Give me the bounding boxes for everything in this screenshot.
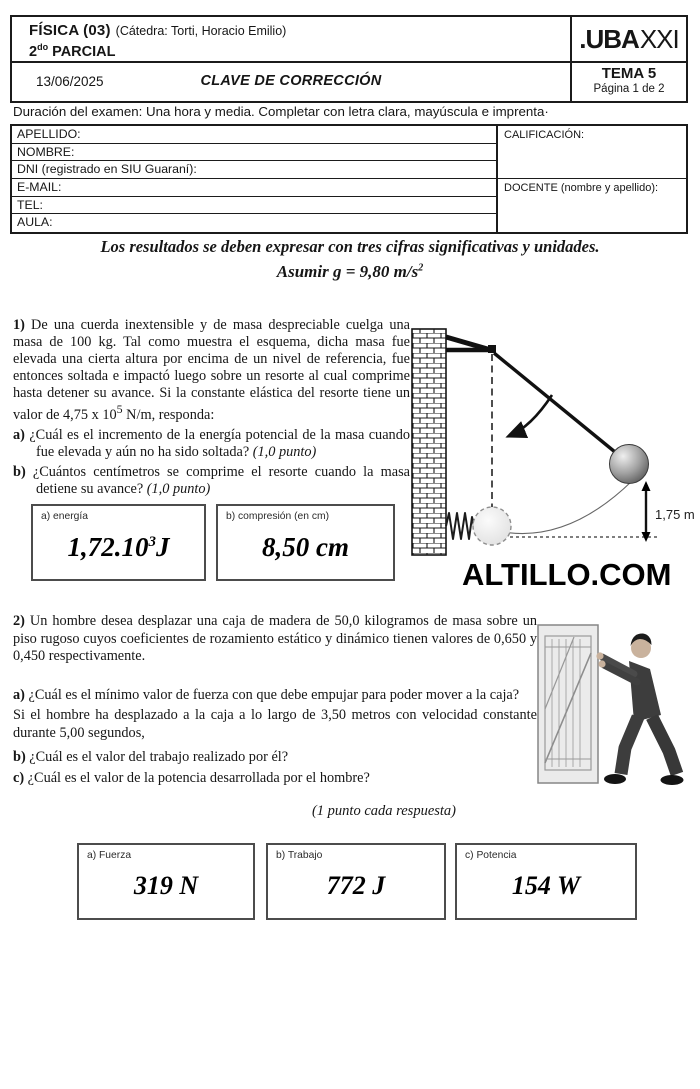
answer-label: a) Fuerza bbox=[87, 850, 132, 861]
duration-note: Duración del examen: Una hora y media. Completar con letra clara, mayúscula e imprenta· bbox=[13, 104, 549, 119]
field-nombre: NOMBRE: bbox=[12, 144, 496, 162]
mass-ball-raised bbox=[610, 445, 649, 484]
correction-key-title: CLAVE DE CORRECCIÓN bbox=[200, 73, 382, 89]
field-apellido: APELLIDO: bbox=[12, 126, 496, 144]
answer-label: a) energía bbox=[41, 511, 88, 522]
answer-value: 772 J bbox=[326, 871, 386, 900]
grading-column bbox=[498, 126, 686, 232]
pushing-man bbox=[596, 633, 683, 785]
question-1b: b) ¿Cuántos centímetros se comprime el resorte cuando la masa detiene su avance? (1,0 punto) bbox=[13, 463, 410, 497]
problem-2-condition: Si el hombre ha desplazado a la caja a lo largo de 3,50 metros con velocidad constante durante 5,00 segundos, bbox=[13, 706, 537, 741]
answer-value: 154 W bbox=[511, 871, 581, 900]
tema-label: TEMA 5 bbox=[601, 65, 657, 82]
answer-label: b) Trabajo bbox=[276, 850, 323, 861]
question-2b: b) ¿Cuál es el valor del trabajo realizado por él? bbox=[13, 749, 289, 766]
exam-header bbox=[10, 15, 688, 103]
answer-box-fuerza bbox=[77, 843, 255, 920]
height-dimension bbox=[642, 481, 651, 542]
ubaxxi-logo-cell bbox=[572, 17, 686, 63]
answer-label: c) Potencia bbox=[465, 850, 517, 861]
catedra-label: (Cátedra: Torti, Horacio Emilio) bbox=[115, 24, 287, 38]
problem-1 bbox=[13, 317, 410, 498]
answer-value: 8,50 cm bbox=[262, 531, 349, 562]
pendulum-diagram bbox=[406, 323, 698, 563]
answer-box-energia bbox=[31, 504, 206, 581]
answer-label: b) compresión (en cm) bbox=[226, 511, 329, 522]
student-form bbox=[10, 124, 688, 234]
swing-arrow bbox=[509, 395, 552, 436]
page-number: Página 1 de 2 bbox=[593, 83, 665, 95]
answer-box-potencia bbox=[455, 843, 637, 920]
points-note: (1 punto cada respuesta) bbox=[311, 803, 457, 819]
height-label: 1,75 m bbox=[655, 507, 695, 522]
answer-box-trabajo bbox=[266, 843, 446, 920]
course-title: FÍSICA (03) bbox=[29, 22, 111, 39]
pendulum-rod bbox=[494, 353, 626, 461]
brick-wall bbox=[412, 329, 446, 555]
calificacion-cell: CALIFICACIÓN: bbox=[498, 126, 686, 179]
question-2a: a) ¿Cuál es el mínimo valor de fuerza con que debe empujar para poder mover a la caja? bbox=[13, 687, 520, 704]
watermark-altillo: ALTILLO.COM bbox=[462, 557, 672, 592]
field-dni: DNI (registrado en SIU Guaraní): bbox=[12, 161, 496, 179]
ubaxxi-logo: .UBAXXI bbox=[579, 23, 679, 54]
exam-title: $2^{do}$ PARCIAL bbox=[29, 42, 116, 60]
pivot bbox=[488, 345, 496, 353]
problem-1-intro: 1) De una cuerda inextensible y de masa despreciable cuelga una masa de 100 kg. Tal como muestra el esquema, dicha masa fue elevada una cierta altura por encima de un nivel de referencia, fue entonces soltada e impactó luego sobre un resorte al cual comprime hasta detener su avance. Si la constante elástica del resorte tiene un valor de 4,75 x $10^5$ N/m, responda: bbox=[13, 317, 410, 423]
field-aula: AULA: bbox=[17, 215, 53, 230]
exam-date: 13/06/2025 bbox=[36, 74, 104, 89]
field-tel: TEL: bbox=[12, 197, 496, 215]
mass-ball-rest bbox=[473, 507, 511, 545]
answer-box-compresion bbox=[216, 504, 395, 581]
tema-cell bbox=[572, 63, 686, 101]
trajectory-arc bbox=[498, 481, 632, 534]
question-2c: c) ¿Cuál es el valor de la potencia desarrollada por el hombre? bbox=[13, 770, 370, 787]
student-form-fields bbox=[12, 126, 498, 232]
spring bbox=[446, 513, 474, 539]
field-email: E-MAIL: bbox=[12, 179, 496, 197]
date-title-cell bbox=[12, 63, 572, 101]
gravity-note: Asumir g = 9,80 $m/s^2$ bbox=[276, 262, 424, 281]
wooden-crate bbox=[538, 625, 598, 783]
course-cell bbox=[12, 17, 572, 63]
answer-value: 319 N bbox=[133, 871, 199, 900]
problem-2 bbox=[13, 613, 537, 788]
problem-2-intro: 2) Un hombre desea desplazar una caja de madera de 50,0 kilogramos de masa sobre un piso rugoso cuyos coeficientes de rozamiento estático y dinámico tienen valores de 0,650 y 0,450 respectivamente. bbox=[13, 613, 537, 665]
results-notice: Los resultados se deben expresar con tres cifras significativas y unidades. bbox=[100, 237, 600, 256]
answer-value: 1,72.10 3 J bbox=[67, 531, 170, 562]
question-1a: a) ¿Cuál es el incremento de la energía potencial de la masa cuando fue elevada y aún no ha sido soltada? (1,0 punto) bbox=[13, 426, 410, 460]
docente-cell: DOCENTE (nombre y apellido): bbox=[504, 182, 659, 194]
man-pushing-crate-illustration bbox=[534, 617, 698, 797]
